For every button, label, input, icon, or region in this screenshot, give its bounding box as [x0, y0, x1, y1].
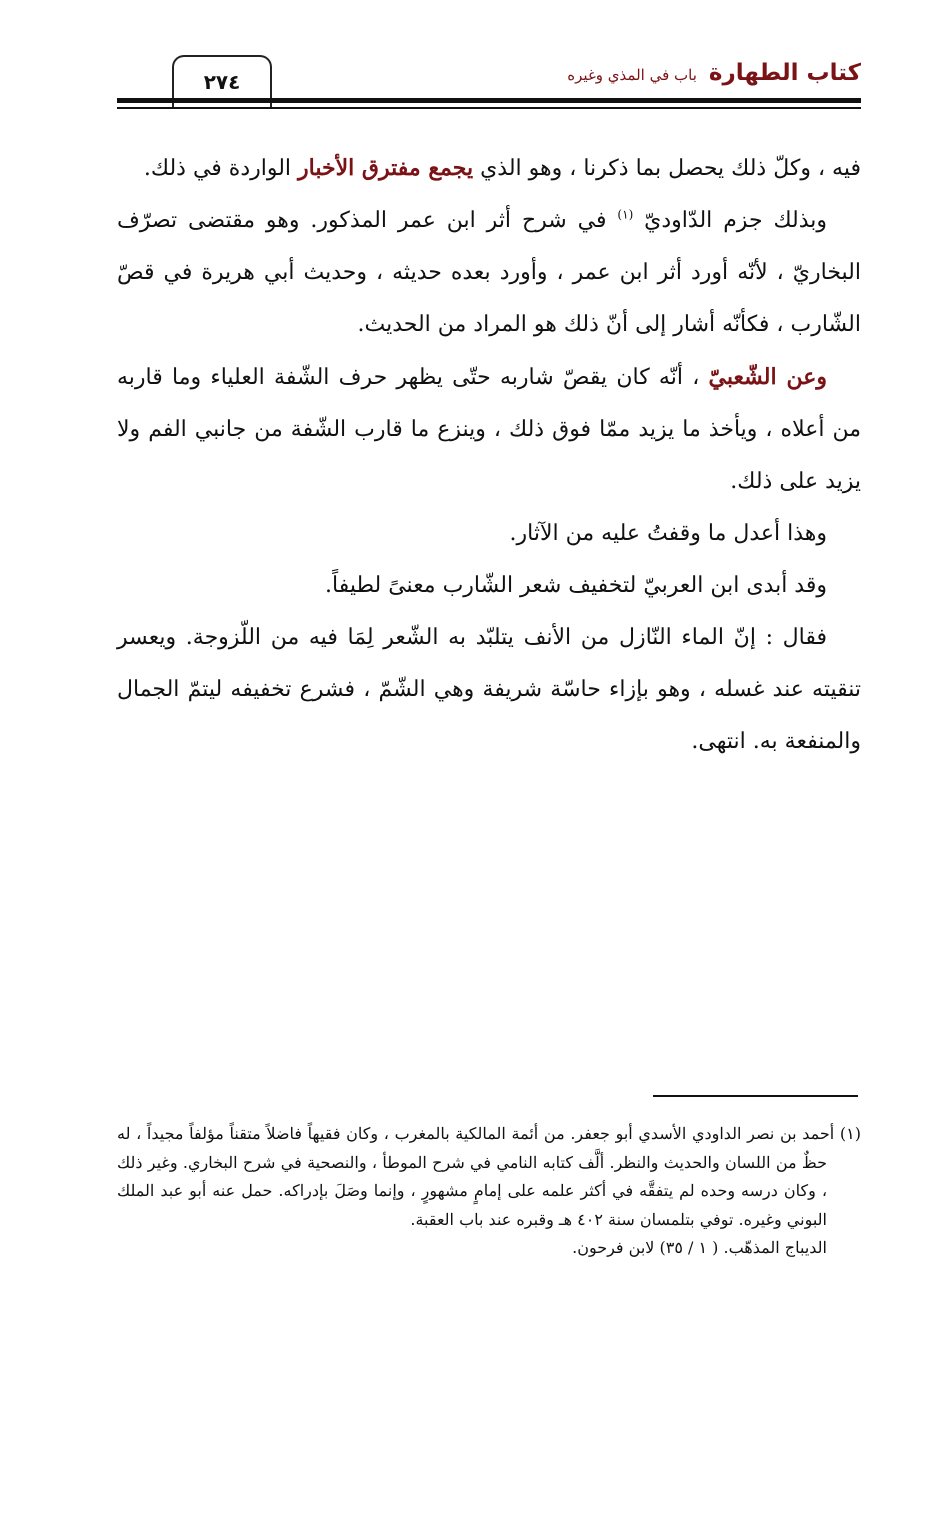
running-title	[567, 60, 861, 86]
footnote-separator	[653, 1095, 858, 1097]
page-header	[117, 52, 861, 112]
main-text	[117, 142, 861, 768]
header-rule-thick	[117, 98, 861, 103]
book-title: كتاب الطهارة	[708, 60, 861, 86]
paragraph-4: وهذا أعدل ما وقفتُ عليه من الآثار.	[509, 521, 827, 546]
highlight-phrase: يجمع مفترق الأخبار	[298, 155, 474, 181]
footnote	[117, 1120, 861, 1263]
paragraph-3: وعن الشّعبيّ ، أنّه كان يقصّ شاربه حتّى يظهر حرف الشّفة العلياء وما قاربه من أعلاه ، ويأخذ ما يزيد ممّا فوق ذلك ، وينزع ما قارب الشّفة من جانبي الفم ولا يزيد على ذلك.	[117, 364, 861, 494]
paragraph-6: فقال : إنّ الماء النّازل من الأنف يتلبّد به الشّعر لِمَا فيه من اللّزوجة. ويعسر تنقيته عند غسله ، وهو بإزاء حاسّة شريفة وهي الشّمّ ، فشرع تخفيفه ليتمّ الجمال والمنفعة به. انتهى.	[117, 625, 861, 754]
footnote-source: الديباج المذهّب. ( ١ / ٣٥) لابن فرحون.	[572, 1238, 827, 1257]
footnote-ref[interactable]: (١)	[617, 207, 634, 222]
footnote-text: (١) أحمد بن نصر الداودي الأسدي أبو جعفر. من أئمة المالكية بالمغرب ، وكان فقيهاً فاضلاً متقناً مؤلفاً مجيداً ، له حظٌ من اللسان والحديث والنظر. ألَّف كتابه النامي في شرح الموطأ ، والنصحية في شرح البخاري. وغير ذلك ، وكان درسه وحده لم يتفقَّه في أكثر علمه على إمامٍ مشهورٍ ، وإنما وصَلَ بإدراكه. حمل عنه أبو عبد الملك البوني وغيره. توفي بتلمسان سنة ٤٠٢ هـ وقبره عند باب العقبة.	[117, 1124, 861, 1229]
paragraph-1: فيه ، وكلّ ذلك يحصل بما ذكرنا ، وهو الذي يجمع مفترق الأخبار الواردة في ذلك.	[143, 155, 861, 181]
paragraph-2: وبذلك جزم الدّاوديّ $^{(١)}$ في شرح أثر ابن عمر المذكور. وهو مقتضى تصرّف البخاريّ ، لأنّه أورد أثر ابن عمر ، وأورد بعده حديثه ، وحديث أبي هريرة في قصّ الشّارب ، فكأنّه أشار إلى أنّ ذلك هو المراد من الحديث.	[117, 207, 861, 337]
paragraph-5: وقد أبدى ابن العربيّ لتخفيف شعر الشّارب معنىً لطيفاً.	[325, 573, 827, 598]
highlight-name: وعن الشّعبيّ	[708, 364, 827, 390]
page-number: ٢٧٤	[203, 70, 241, 94]
header-rule-thin	[117, 107, 861, 109]
chapter-title: باب في المذي وغيره	[567, 66, 697, 84]
